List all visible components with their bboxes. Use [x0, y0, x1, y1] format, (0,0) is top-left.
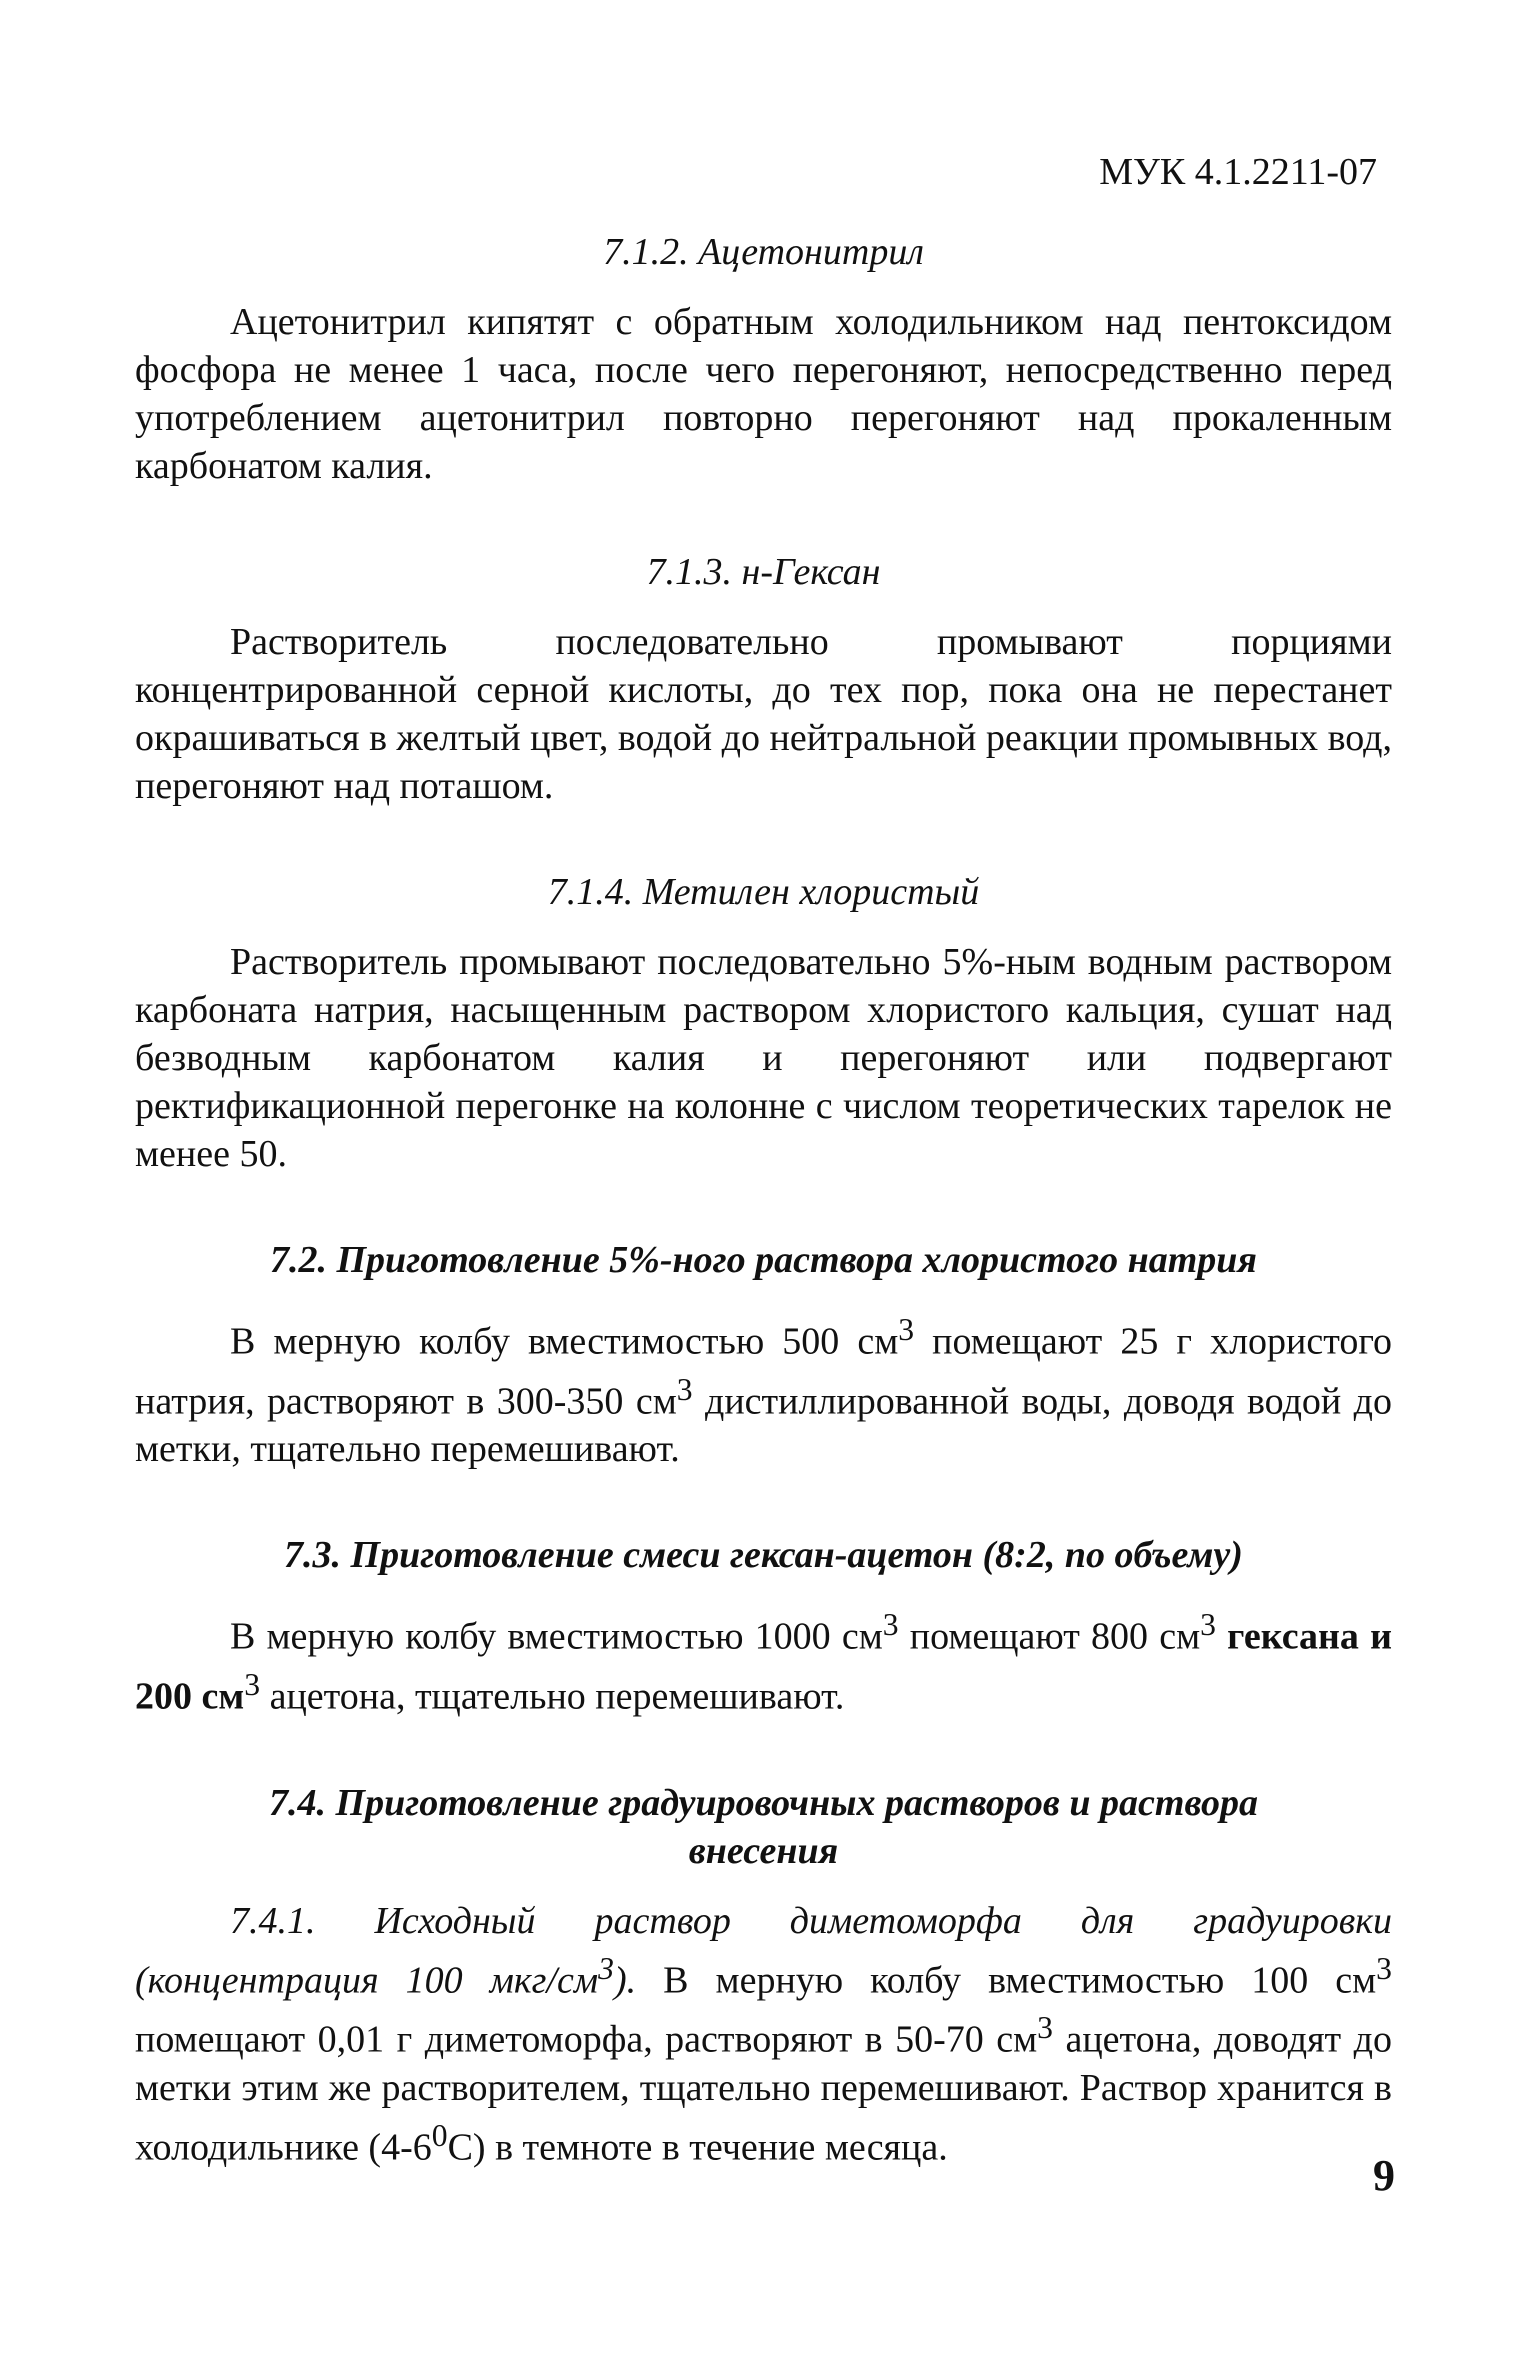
section-nacl-solution [135, 1236, 1392, 1473]
section-text: 7.4.1. Исходный раствор диметоморфа для градуировки (концентрация 100 мкг/$см^3$). В мерную колбу вместимостью 100 $см^3$ помещают 0,01 г диметоморфа, растворяют в 50-70 $см^3$ ацетона, доводят до метки этим же растворителем, тщательно перемешивают. Раствор хранится в холодильнике $(4-6^0С)$ в темноте в течение месяца. [135, 1899, 1392, 2169]
section-hexane [135, 548, 1392, 810]
section-text: Растворитель последовательно промывают порциями концентрированной серной кислоты, до тех пор, пока она не перестанет окрашиваться в желтый цвет, водой до нейтральной реакции промывных вод, перегоняют над поташом. [135, 621, 1392, 807]
section-text: В мерную колбу вместимостью 500 $см^3$ помещают 25 г хлористого натрия, растворяют в 300-350 $см^3$ дистиллированной воды, доводя водой до метки, тщательно перемешивают. [135, 1312, 1392, 1471]
section-hexane-acetone [135, 1531, 1392, 1720]
section-title: 7.4. Приготовление градуировочных растворов и раствора [269, 1781, 1258, 1824]
section-text: Ацетонитрил кипятят с обратным холодильником над пентоксидом фосфора не менее 1 часа, после чего перегоняют, непосредственно перед употреблением ацетонитрил повторно перегоняют над прокаленным карбонатом калия. [135, 301, 1392, 487]
section-title-cont: внесения [688, 1829, 839, 1872]
section-title: 7.1.4. Метилен хлористый [547, 871, 980, 913]
page-number: 9 [1373, 2151, 1395, 2200]
section-title: 7.2. Приготовление 5%-ного раствора хлористого натрия [270, 1239, 1257, 1281]
doc-code: МУК 4.1.2211-07 [1099, 151, 1377, 193]
page-content [135, 228, 1392, 2230]
section-text: Растворитель промывают последовательно 5%-ным водным раствором карбоната натрия, насыщенным раствором хлористого кальция, сушат над безводным карбонатом калия и перегоняют или подвергают ректификационной перегонке на колонне с числом теоретических тарелок не менее 50. [135, 941, 1392, 1175]
section-calibration-solutions [135, 1779, 1392, 2172]
section-acetonitrile [135, 228, 1392, 490]
section-title: 7.1.3. н-Гексан [646, 551, 881, 593]
section-methylene-chloride [135, 868, 1392, 1178]
section-title: 7.1.2. Ацетонитрил [603, 231, 924, 273]
section-title: 7.3. Приготовление смеси гексан-ацетон (8:2, по объему) [284, 1534, 1243, 1577]
section-text: В мерную колбу вместимостью 1000 $см^3$ помещают 800 $см^3$ гексана и 200 $см^3$ ацетона, тщательно перемешивают. [135, 1607, 1392, 1718]
